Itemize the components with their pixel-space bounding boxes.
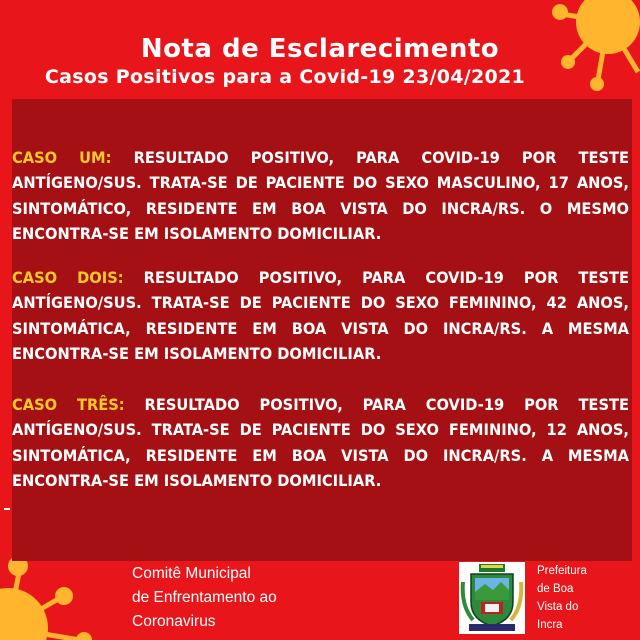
case-label: CASO DOIS: (12, 268, 124, 287)
committee-line: de Enfrentamento ao (132, 589, 277, 606)
case-text: RESULTADO POSITIVO, PARA COVID-19 POR TESTE ANTÍGENO/SUS. TRATA-SE DE PACIENTE DO SEXO FEMININO, 12 ANOS, SINTOMÁTICA, RESIDENTE EM BOA VISTA DO INCRA/RS. A MESMA ENCONTRA-SE EM ISOLAMENTO DOMICILIAR. (12, 395, 629, 490)
prefeitura-name (537, 562, 637, 634)
case-text: RESULTADO POSITIVO, PARA COVID-19 POR TESTE ANTÍGENO/SUS. TRATA-SE DE PACIENTE DO SEXO FEMININO, 42 ANOS, SINTOMÁTICA, RESIDENTE EM BOA VISTA DO INCRA/RS. A MESMA ENCONTRA-SE EM ISOLAMENTO DOMICILIAR. (12, 268, 629, 363)
case-paragraph (12, 145, 629, 246)
case-label: CASO UM: (12, 148, 112, 167)
page-title: Nota de Esclarecimento (140, 34, 500, 64)
case-text: RESULTADO POSITIVO, PARA COVID-19 POR TESTE ANTÍGENO/SUS. TRATA-SE DE PACIENTE DO SEXO MASCULINO, 17 ANOS, SINTOMÁTICO, RESIDENTE EM BOA VISTA DO INCRA/RS. O MESMO ENCONTRA-SE EM ISOLAMENTO DOMICILIAR. (12, 148, 630, 243)
prefeitura-line: Prefeitura (537, 565, 587, 577)
prefeitura-line: Incra (537, 619, 563, 631)
case-paragraph (12, 392, 629, 493)
committee-line: Comitê Municipal (132, 565, 251, 582)
committee-name (132, 562, 372, 634)
divider (4, 508, 10, 510)
prefeitura-line: Vista do (537, 601, 579, 613)
page-subtitle: Casos Positivos para a Covid-19 23/04/2021 (44, 66, 526, 88)
prefeitura-line: de Boa (537, 583, 574, 595)
case-label: CASO TRÊS: (12, 395, 125, 414)
municipal-crest-icon (459, 562, 525, 634)
committee-line: Coronavirus (132, 613, 216, 630)
case-paragraph (12, 265, 629, 366)
